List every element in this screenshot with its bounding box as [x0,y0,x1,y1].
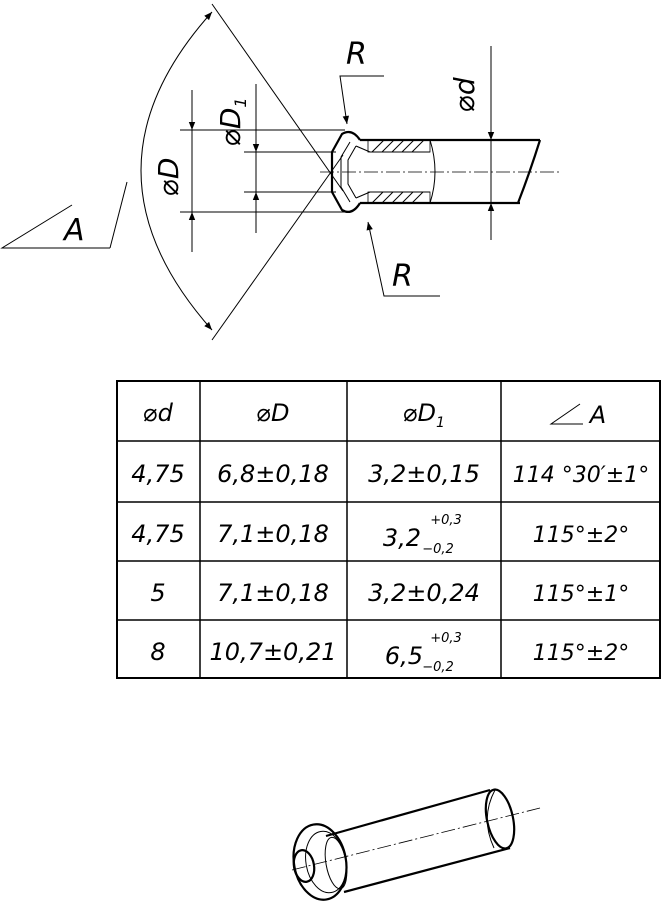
iso-tube-top [326,790,490,836]
radius-top-leader [340,76,384,124]
cell-D1: 3,2±0,15 [368,460,480,488]
angle-leg-lower [212,155,343,340]
cell-D1: 3,2±0,24 [368,579,480,607]
header-D1: $⌀D_1$ [403,399,445,431]
isometric-view [288,787,540,904]
table-row [131,513,629,557]
cell-D: 7,1±0,18 [217,520,329,548]
cell-D1-upper-tolerance: +0,3 [430,513,462,528]
wall-hatching-top [368,140,430,152]
angle-leader-to-arc [110,182,127,248]
section-view [2,4,560,340]
dimension-d [448,46,491,240]
angle-label-leader [2,205,110,248]
radius-bottom-label: R [392,259,413,294]
angle-label: A [64,213,85,248]
iso-flare-ring [322,836,351,891]
cell-D: 6,8±0,18 [217,460,329,488]
header-d: ⌀d [143,399,173,427]
cell-d: 4,75 [131,460,185,488]
cell-D1-lower-tolerance: −0,2 [422,542,454,557]
cell-A: 114 °30′±1° [512,463,650,488]
iso-tube-end [481,787,519,851]
dimension-D-label: ⌀D [152,157,185,196]
table-row [131,460,649,488]
header-D: ⌀D [256,399,290,427]
cell-d: 4,75 [131,520,185,548]
table-header-row [143,399,606,431]
cell-D1: 3,2 [382,524,422,552]
dimension-D [152,90,345,252]
cell-D: 10,7±0,21 [209,638,337,666]
header-A [551,401,606,429]
cell-d: 8 [150,638,166,666]
tube-end-break [518,140,540,203]
svg-text:A: A [589,401,607,429]
cell-d: 5 [150,579,166,607]
iso-flare-outer [288,820,352,904]
cell-A: 115°±1° [532,582,630,607]
break-line [430,140,435,203]
dimension-D1-label: $⌀D_1$ [214,97,250,146]
wall-hatching-bottom [368,192,430,203]
table-row [150,579,629,607]
dimensions-table [117,381,660,678]
cell-A: 115°±2° [532,641,630,666]
cell-A: 115°±2° [532,523,630,548]
cell-D1-lower-tolerance: −0,2 [422,660,454,675]
dimension-D1 [214,84,336,233]
cell-D: 7,1±0,18 [217,579,329,607]
cell-D1-upper-tolerance: +0,3 [430,631,462,646]
radius-top-label: R [346,37,367,72]
cell-D1: 6,5 [384,642,424,670]
iso-tube-bottom [344,848,510,892]
table-row [150,631,629,675]
dimension-d-label: ⌀d [448,77,481,112]
